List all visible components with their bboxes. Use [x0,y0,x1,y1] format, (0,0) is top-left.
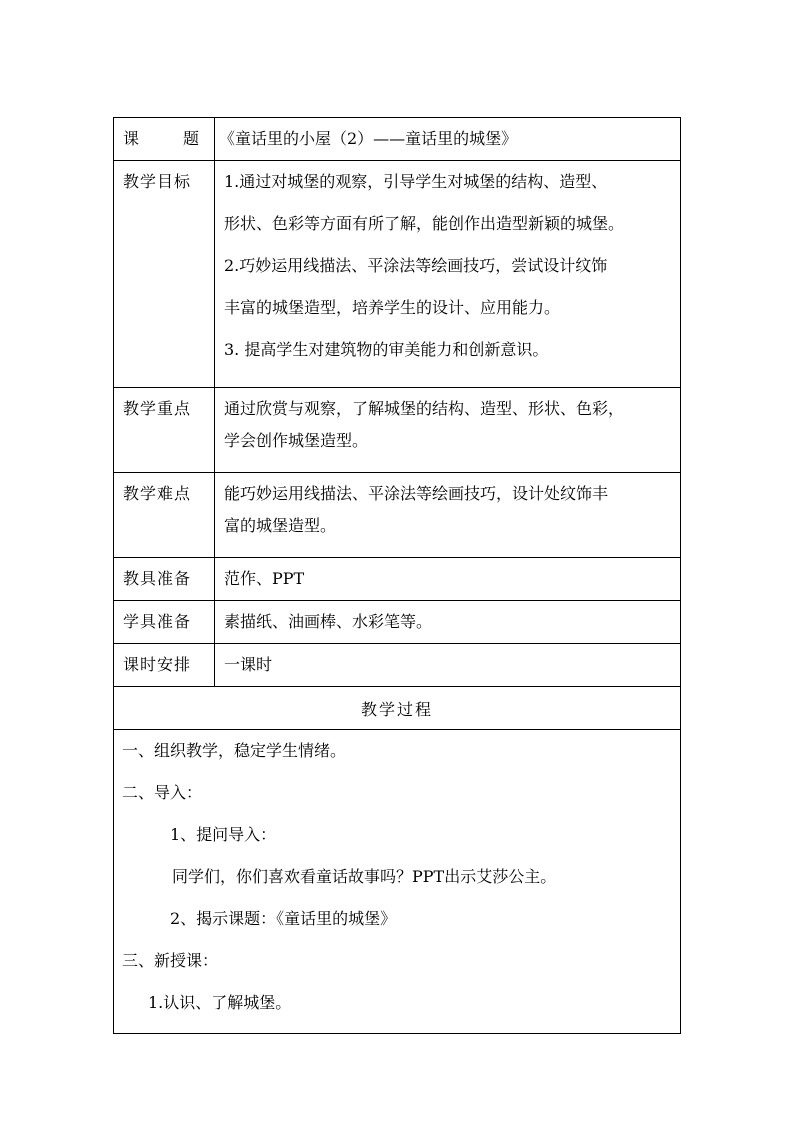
key-points-value-cell [215,388,681,473]
process-line: 一、组织教学，稳定学生情绪。 [122,741,347,760]
process-title-row [114,687,681,730]
student-materials-label-cell [114,601,215,644]
key-points-line: 学会创作城堡造型。 [224,431,369,450]
teacher-materials-row [114,558,681,601]
class-hours-row [114,644,681,687]
process-line: 三、新授课： [122,951,219,970]
difficulties-line: 富的城堡造型。 [224,516,337,535]
lesson-plan-table [113,117,681,1034]
class-hours-value-cell [215,644,681,687]
teacher-materials-value-cell [215,558,681,601]
objective-line: 1.通过对城堡的观察，引导学生对城堡的结构、造型、 [224,172,608,191]
teacher-materials-label-cell [114,558,215,601]
key-points-label-cell [114,388,215,473]
objectives-value-cell [215,161,681,388]
topic-row [114,118,681,161]
process-line: 同学们，你们喜欢看童话故事吗？PPT出示艾莎公主。 [172,867,557,886]
difficulties-label: 教学难点 [123,484,192,503]
objective-line: 丰富的城堡造型，培养学生的设计、应用能力。 [224,298,561,317]
difficulties-value-cell [215,473,681,558]
process-line: 二、导入： [122,783,203,802]
difficulties-label-cell [114,473,215,558]
key-points-row [114,388,681,473]
teacher-materials-value: 范作、PPT [224,569,305,588]
objective-line: 3. 提高学生对建筑物的审美能力和创新意识。 [224,340,549,359]
difficulties-row [114,473,681,558]
class-hours-label-cell [114,644,215,687]
process-line: 1.认识、了解城堡。 [148,993,292,1012]
class-hours-label: 课时安排 [123,655,192,674]
process-content-cell [114,730,681,1034]
objectives-label: 教学目标 [123,172,192,191]
objective-line: 形状、色彩等方面有所了解，能创作出造型新颖的城堡。 [224,214,625,233]
student-materials-row [114,601,681,644]
difficulties-line: 能巧妙运用线描法、平涂法等绘画技巧，设计处纹饰丰 [224,484,609,503]
key-points-label: 教学重点 [123,399,192,418]
student-materials-value: 素描纸、油画棒、水彩笔等。 [224,612,433,631]
topic-value-cell [215,118,681,161]
student-materials-label: 学具准备 [123,612,192,631]
key-points-line: 通过欣赏与观察，了解城堡的结构、造型、形状、色彩， [224,399,625,418]
objectives-row [114,161,681,388]
topic-label-part-1: 课 [123,129,141,148]
topic-label-cell [114,118,215,161]
objectives-label-cell [114,161,215,388]
process-title: 教学过程 [114,687,681,730]
class-hours-value: 一课时 [224,655,273,674]
objective-line: 2.巧妙运用线描法、平涂法等绘画技巧，尝试设计纹饰 [224,256,608,275]
process-row [114,730,681,1034]
topic-label-part-2: 题 [182,129,200,148]
student-materials-value-cell [215,601,681,644]
process-line: 2、揭示课题：《童话里的城堡》 [170,909,397,928]
teacher-materials-label: 教具准备 [123,569,192,588]
process-line: 1、提问导入： [170,825,277,844]
topic-value: 《童话里的小屋（2）——童话里的城堡》 [219,129,518,148]
